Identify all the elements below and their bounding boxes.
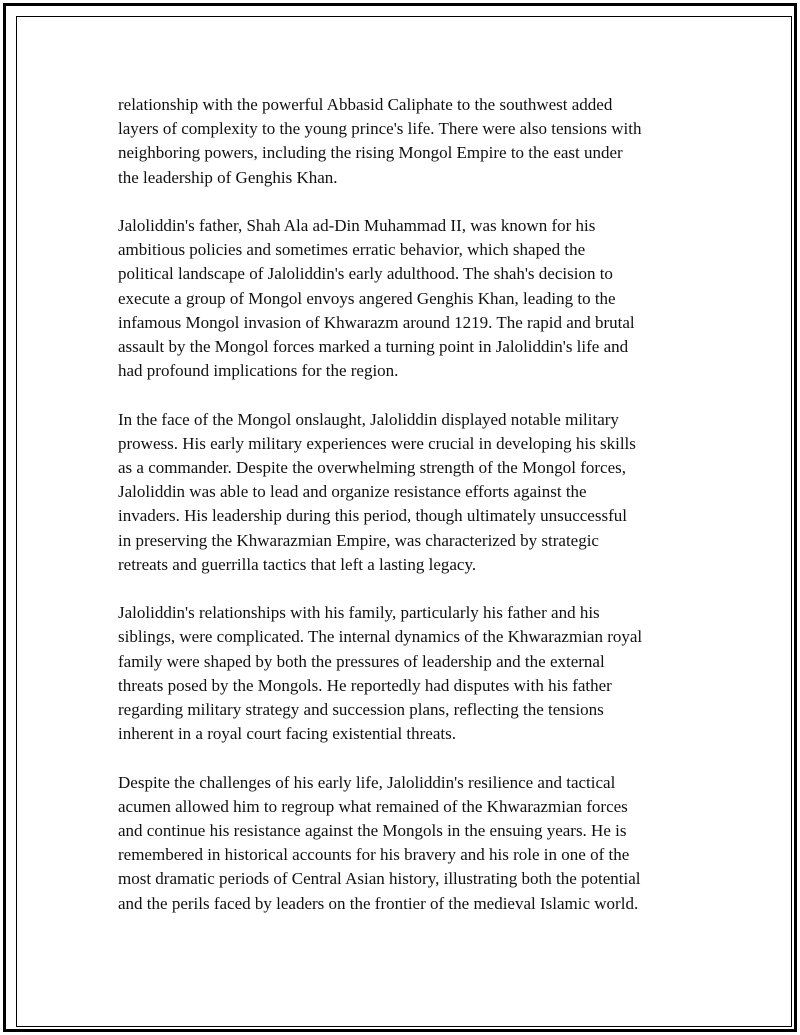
text-line: regarding military strategy and succession plans, reflecting the tensions [118,700,604,720]
text-line: retreats and guerrilla tactics that left a lasting legacy. [118,554,477,574]
text-line: political landscape of Jaloliddin's early adulthood. The shah's decision to [118,264,613,284]
paragraph [118,93,718,190]
text-line: relationship with the powerful Abbasid Caliphate to the southwest added [118,95,613,114]
text-line: acumen allowed him to regroup what remained of the Khwarazmian forces [118,796,628,816]
paragraph [118,408,718,577]
text-line: the leadership of Genghis Khan. [118,167,338,187]
text-line: family were shaped by both the pressures of leadership and the external [118,651,605,671]
text-line: neighboring powers, including the rising Mongol Empire to the east under [118,143,623,163]
text-line: remembered in historical accounts for his bravery and his role in one of the [118,845,630,865]
text-line: inherent in a royal court facing existential threats. [118,724,456,744]
text-line: Jaloliddin was able to lead and organize resistance efforts against the [118,482,587,502]
text-line: as a commander. Despite the overwhelming strength of the Mongol forces, [118,458,626,478]
text-line: ambitious policies and sometimes erratic behavior, which shaped the [118,240,586,260]
text-line: and the perils faced by leaders on the frontier of the medieval Islamic world. [118,893,639,913]
text-line: execute a group of Mongol envoys angered Genghis Khan, leading to the [118,288,616,308]
text-line: infamous Mongol invasion of Khwarazm around 1219. The rapid and brutal [118,312,635,332]
text-line: most dramatic periods of Central Asian history, illustrating both the potential [118,869,641,889]
paragraph [118,601,718,746]
text-line: Jaloliddin's relationships with his family, particularly his father and his [118,603,600,623]
text-line: threats posed by the Mongols. He reportedly had disputes with his father [118,675,612,695]
text-line: in preserving the Khwarazmian Empire, was characterized by strategic [118,530,599,550]
text-line: siblings, were complicated. The internal dynamics of the Khwarazmian royal [118,627,643,647]
text-line: In the face of the Mongol onslaught, Jaloliddin displayed notable military [118,409,619,429]
text-line: assault by the Mongol forces marked a turning point in Jaloliddin's life and [118,337,629,357]
document-body [118,93,718,940]
text-line: prowess. His early military experiences were crucial in developing his skills [118,433,636,453]
paragraph [118,214,718,383]
text-line: and continue his resistance against the Mongols in the ensuing years. He is [118,821,627,841]
text-line: Despite the challenges of his early life, Jaloliddin's resilience and tactical [118,772,616,792]
paragraph [118,771,718,916]
text-line: invaders. His leadership during this period, though ultimately unsuccessful [118,506,627,526]
text-line: layers of complexity to the young prince's life. There were also tensions with [118,119,642,139]
text-line: had profound implications for the region. [118,361,399,381]
text-line: Jaloliddin's father, Shah Ala ad-Din Muhammad II, was known for his [118,216,596,235]
